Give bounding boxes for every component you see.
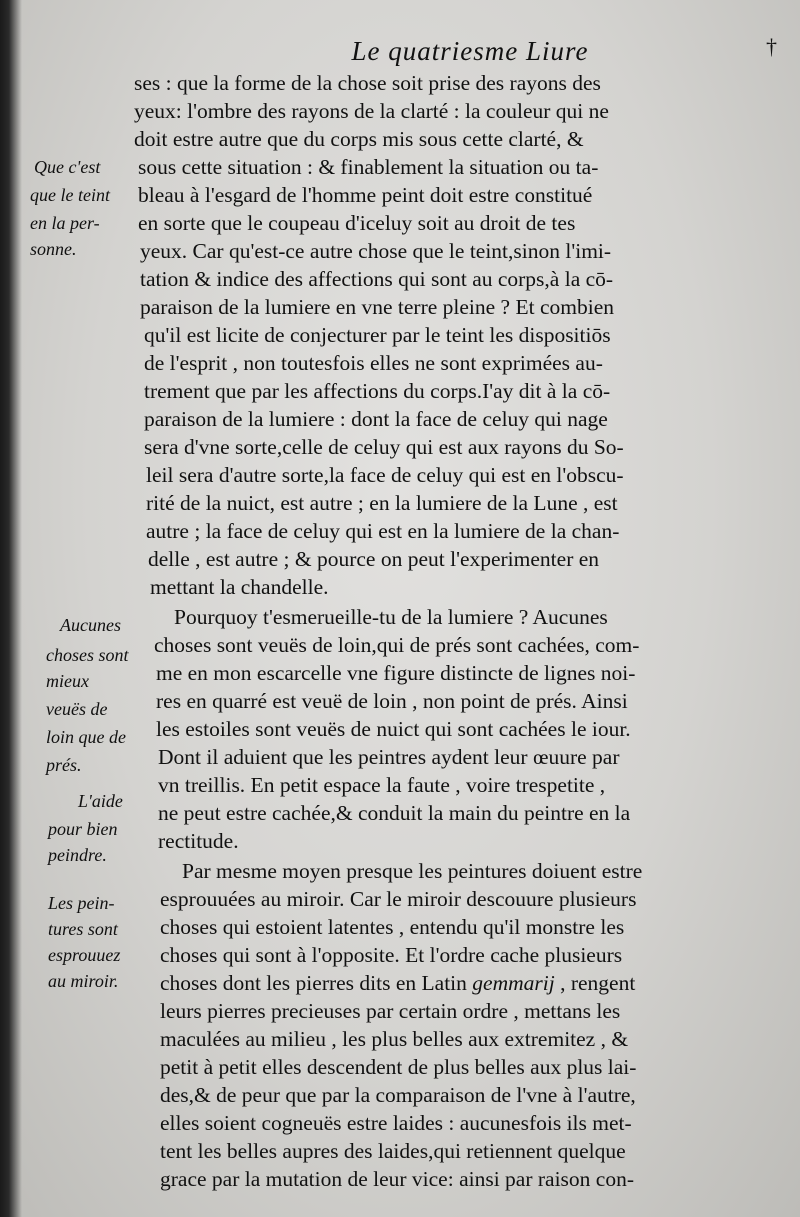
text-line: en sorte que le coupeau d'iceluy soit au droit de tes xyxy=(138,211,576,235)
text-line: des,& de peur que par la comparaison de l'vne à l'autre, xyxy=(160,1083,636,1107)
margin-note-line: choses sont xyxy=(46,645,129,665)
text-line: vn treillis. En petit espace la faute , voire trespetite , xyxy=(158,773,606,797)
text-span: choses dont les pierres dits en Latin xyxy=(160,971,473,995)
margin-note-line: prés. xyxy=(46,755,82,775)
text-line: maculées au milieu , les plus belles aux extremitez , & xyxy=(160,1027,629,1051)
text-line: sera d'vne sorte,celle de celuy qui est aux rayons du So- xyxy=(144,435,624,459)
text-line: ne peut estre cachée,& conduit la main du peintre en la xyxy=(158,801,631,825)
text-line: choses qui estoient latentes , entendu qu'il monstre les xyxy=(160,915,625,939)
text-line: tent les belles aupres des laides,qui retiennent quelque xyxy=(160,1139,626,1163)
text-line: yeux. Car qu'est-ce autre chose que le teint,sinon l'imi- xyxy=(140,239,612,263)
text-line: esprouuées au miroir. Car le miroir descouure plusieurs xyxy=(160,887,637,911)
corner-mark: † xyxy=(766,34,777,59)
text-line: les estoiles sont veuës de nuict qui sont cachées le iour. xyxy=(156,717,631,741)
margin-note-line: peindre. xyxy=(48,845,107,865)
text-line: grace par la mutation de leur vice: ainsi par raison con- xyxy=(160,1167,634,1191)
text-line: res en quarré est veuë de loin , non point de prés. Ainsi xyxy=(156,689,628,713)
text-line: sous cette situation : & finablement la situation ou ta- xyxy=(138,155,599,179)
margin-note-line: L'aide xyxy=(78,791,123,811)
running-title: Le quatriesme Liure xyxy=(351,36,589,66)
margin-note-line: Aucunes xyxy=(60,615,121,635)
text-line: ses : que la forme de la chose soit prise des rayons des xyxy=(134,71,601,95)
text-span: , rengent xyxy=(554,971,636,995)
text-line: rité de la nuict, est autre ; en la lumiere de la Lune , est xyxy=(146,491,618,515)
margin-note-line: esprouuez xyxy=(48,945,121,965)
text-line: delle , est autre ; & pource on peut l'experimenter en xyxy=(148,547,600,571)
margin-note-line: tures sont xyxy=(48,919,118,939)
text-line: elles soient cogneuës estre laides : aucunesfois ils met- xyxy=(160,1111,632,1135)
text-line: Dont il aduient que les peintres aydent leur œuure par xyxy=(158,745,620,769)
text-line: petit à petit elles descendent de plus belles aux plus lai- xyxy=(160,1055,637,1079)
text-line: leurs pierres precieuses par certain ordre , mettans les xyxy=(160,999,621,1023)
margin-note-line: en la per- xyxy=(30,213,100,233)
margin-note-line: que le teint xyxy=(30,185,110,205)
text-line: leil sera d'autre sorte,la face de celuy qui est en l'obscu- xyxy=(146,463,624,487)
margin-note-line: loin que de xyxy=(46,727,126,747)
text-line: rectitude. xyxy=(158,829,239,853)
text-line-with-italic xyxy=(160,970,635,996)
text-line: tation & indice des affections qui sont au corps,à la cō- xyxy=(140,267,614,291)
text-line: autre ; la face de celuy qui est en la lumiere de la chan- xyxy=(146,519,620,543)
text-line: qu'il est licite de conjecturer par le teint les dispositiōs xyxy=(144,323,611,347)
text-line: doit estre autre que du corps mis sous cette clarté, & xyxy=(134,127,584,151)
margin-note-line: Les pein- xyxy=(48,893,115,913)
margin-note-line: pour bien xyxy=(48,819,118,839)
text-line: yeux: l'ombre des rayons de la clarté : la couleur qui ne xyxy=(134,99,609,123)
text-line: mettant la chandelle. xyxy=(150,575,329,599)
text-line: bleau à l'esgard de l'homme peint doit estre constitué xyxy=(138,183,593,207)
text-line: de l'esprit , non toutesfois elles ne sont exprimées au- xyxy=(144,351,603,375)
margin-note-line: Que c'est xyxy=(34,157,101,177)
text-line: me en mon escarcelle vne figure distincte de lignes noi- xyxy=(156,661,636,685)
margin-note-line: sonne. xyxy=(30,239,77,259)
text-line: Par mesme moyen presque les peintures doiuent estre xyxy=(182,859,643,883)
text-line: paraison de la lumiere en vne terre pleine ? Et combien xyxy=(140,295,614,319)
text-line: paraison de la lumiere : dont la face de celuy qui nage xyxy=(144,407,608,431)
latin-term: gemmarij xyxy=(472,971,555,995)
margin-note-line: mieux xyxy=(46,671,89,691)
text-line: choses sont veuës de loin,qui de prés sont cachées, com- xyxy=(154,633,640,657)
text-line: choses qui sont à l'opposite. Et l'ordre cache plusieurs xyxy=(160,943,623,967)
margin-note-line: veuës de xyxy=(46,699,108,719)
text-line: trement que par les affections du corps.I'ay dit à la cō- xyxy=(144,379,611,403)
margin-note-line: au miroir. xyxy=(48,971,119,991)
text-line: Pourquoy t'esmerueille-tu de la lumiere ? Aucunes xyxy=(174,605,608,629)
